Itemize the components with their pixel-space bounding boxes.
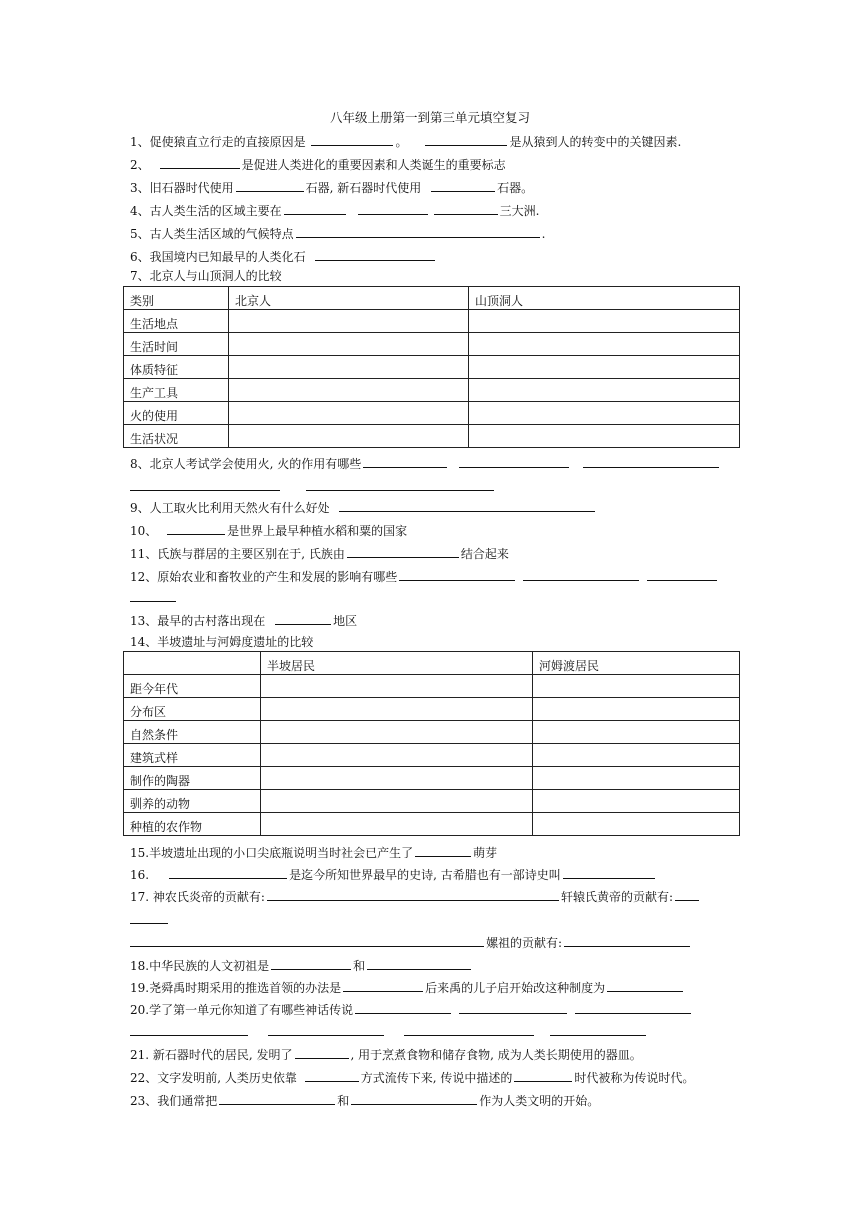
answer-blank[interactable] xyxy=(267,888,559,901)
answer-blank[interactable] xyxy=(130,934,484,947)
answer-blank[interactable] xyxy=(563,866,655,879)
row-label: 驯养的动物 xyxy=(124,790,261,813)
answer-cell[interactable] xyxy=(469,379,740,402)
question-18: 18.中华民族的人文初祖是 和 xyxy=(130,957,473,974)
table-row xyxy=(124,698,740,721)
answer-blank[interactable] xyxy=(343,979,423,992)
question-12: 12、原始农业和畜牧业的产生和发展的影响有哪些 xyxy=(130,568,719,585)
question-1: 1、促使猿直立行走的直接原因是 。 是从猿到人的转变中的关键因素. xyxy=(130,135,682,149)
answer-cell[interactable] xyxy=(469,425,740,448)
table-row xyxy=(124,356,740,379)
table-header-cell: 山顶洞人 xyxy=(469,287,740,310)
answer-blank[interactable] xyxy=(564,934,690,947)
answer-blank[interactable] xyxy=(459,455,569,468)
table-row xyxy=(124,379,740,402)
answer-blank[interactable] xyxy=(675,888,699,901)
answer-blank[interactable] xyxy=(347,545,459,558)
table-row xyxy=(124,767,740,790)
answer-cell[interactable] xyxy=(229,402,469,425)
answer-blank[interactable] xyxy=(130,478,280,491)
row-label: 建筑式样 xyxy=(124,744,261,767)
table-row xyxy=(124,310,740,333)
answer-blank[interactable] xyxy=(219,1092,335,1105)
table-row xyxy=(124,333,740,356)
row-label: 制作的陶器 xyxy=(124,767,261,790)
answer-cell[interactable] xyxy=(533,744,740,767)
answer-blank[interactable] xyxy=(583,455,719,468)
answer-blank[interactable] xyxy=(404,1023,534,1036)
row-label: 火的使用 xyxy=(124,402,229,425)
question-21: 21. 新石器时代的居民, 发明了 , 用于烹煮食物和储存食物, 成为人类长期使用的器皿。 xyxy=(130,1048,642,1062)
table-header-cell: 北京人 xyxy=(229,287,469,310)
answer-blank[interactable] xyxy=(550,1023,646,1036)
answer-cell[interactable] xyxy=(229,379,469,402)
question-8-continued xyxy=(130,478,496,495)
answer-blank[interactable] xyxy=(459,1001,567,1014)
answer-blank[interactable] xyxy=(271,957,351,970)
table-header-cell xyxy=(124,652,261,675)
answer-cell[interactable] xyxy=(469,402,740,425)
answer-blank[interactable] xyxy=(306,478,494,491)
table-row xyxy=(124,402,740,425)
answer-blank[interactable] xyxy=(358,202,428,215)
answer-blank[interactable] xyxy=(434,202,498,215)
answer-cell[interactable] xyxy=(261,744,533,767)
answer-blank[interactable] xyxy=(575,1001,691,1014)
answer-cell[interactable] xyxy=(229,310,469,333)
question-22: 22、文字发明前, 人类历史依靠 方式流传下来, 传说中描述的 时代被称为传说时代。 xyxy=(130,1071,695,1085)
answer-cell[interactable] xyxy=(533,698,740,721)
question-12-continued xyxy=(130,589,178,606)
table-header-cell: 半坡居民 xyxy=(261,652,533,675)
question-19: 19.尧舜禹时期采用的推选首领的办法是 后来禹的儿子启开始改这种制度为 xyxy=(130,979,685,996)
answer-blank[interactable] xyxy=(523,568,639,581)
question-11: 11、氏族与群居的主要区别在于, 氏族由 结合起来 xyxy=(130,547,509,561)
answer-blank[interactable] xyxy=(160,156,240,169)
table-header-cell: 类别 xyxy=(124,287,229,310)
answer-blank[interactable] xyxy=(169,866,287,879)
answer-blank[interactable] xyxy=(275,612,331,625)
answer-blank[interactable] xyxy=(415,844,471,857)
page-title: 八年级上册第一到第三单元填空复习 xyxy=(329,110,530,125)
table-row xyxy=(124,744,740,767)
table-header-row xyxy=(124,652,740,675)
answer-cell[interactable] xyxy=(229,425,469,448)
answer-blank[interactable] xyxy=(514,1069,572,1082)
question-17: 17. 神农氏炎帝的贡献有: 轩辕氏黄帝的贡献有: xyxy=(130,888,701,905)
question-20: 20.学了第一单元你知道了有哪些神话传说 xyxy=(130,1001,693,1018)
table-header-cell: 河姆渡居民 xyxy=(533,652,740,675)
answer-blank[interactable] xyxy=(295,1046,349,1059)
answer-cell[interactable] xyxy=(261,675,533,698)
table-row xyxy=(124,425,740,448)
question-4: 4、古人类生活的区域主要在 三大洲. xyxy=(130,204,540,218)
question-7: 7、北京人与山顶洞人的比较 xyxy=(130,269,282,283)
answer-cell[interactable] xyxy=(261,790,533,813)
question-10: 10、 是世界上最早种植水稻和粟的国家 xyxy=(130,524,408,538)
answer-blank[interactable] xyxy=(284,202,346,215)
question-23: 23、我们通常把 和 作为人类文明的开始。 xyxy=(130,1094,600,1108)
answer-blank[interactable] xyxy=(647,568,717,581)
answer-cell[interactable] xyxy=(229,333,469,356)
row-label: 生产工具 xyxy=(124,379,229,402)
answer-cell[interactable] xyxy=(533,790,740,813)
table-row xyxy=(124,721,740,744)
row-label: 生活状况 xyxy=(124,425,229,448)
answer-cell[interactable] xyxy=(469,333,740,356)
question-6: 6、我国境内已知最早的人类化石 xyxy=(130,248,437,265)
answer-cell[interactable] xyxy=(533,675,740,698)
row-label: 距今年代 xyxy=(124,675,261,698)
table-row xyxy=(124,675,740,698)
answer-blank[interactable] xyxy=(130,1023,248,1036)
row-label: 体质特征 xyxy=(124,356,229,379)
row-label: 生活时间 xyxy=(124,333,229,356)
answer-cell[interactable] xyxy=(469,310,740,333)
comparison-table-banpo-hemudu xyxy=(123,651,740,836)
answer-cell[interactable] xyxy=(533,813,740,836)
answer-cell[interactable] xyxy=(533,721,740,744)
question-17-continued-2: 嫘祖的贡献有: xyxy=(130,934,692,951)
question-9: 9、人工取火比利用天然火有什么好处 xyxy=(130,499,597,516)
answer-blank[interactable] xyxy=(351,1092,477,1105)
answer-blank[interactable] xyxy=(339,499,595,512)
row-label: 自然条件 xyxy=(124,721,261,744)
answer-blank[interactable] xyxy=(425,133,507,146)
row-label: 种植的农作物 xyxy=(124,813,261,836)
answer-blank[interactable] xyxy=(399,568,515,581)
answer-cell[interactable] xyxy=(229,356,469,379)
row-label: 分布区 xyxy=(124,698,261,721)
answer-cell[interactable] xyxy=(261,813,533,836)
answer-cell[interactable] xyxy=(533,767,740,790)
answer-cell[interactable] xyxy=(469,356,740,379)
question-15: 15.半坡遗址出现的小口尖底瓶说明当时社会已产生了 萌芽 xyxy=(130,846,498,860)
answer-blank[interactable] xyxy=(130,589,176,602)
answer-blank[interactable] xyxy=(355,1001,451,1014)
answer-blank[interactable] xyxy=(607,979,683,992)
table-header-row xyxy=(124,287,740,310)
question-20-continued xyxy=(130,1023,648,1040)
table-row xyxy=(124,790,740,813)
question-2: 2、 是促进人类进化的重要因素和人类诞生的重要标志 xyxy=(130,158,506,172)
answer-blank[interactable] xyxy=(167,522,225,535)
question-13: 13、最早的古村落出现在 地区 xyxy=(130,614,358,628)
answer-blank[interactable] xyxy=(363,455,447,468)
answer-blank[interactable] xyxy=(311,133,393,146)
comparison-table-peking-upper-cave xyxy=(123,286,740,448)
question-3: 3、旧石器时代使用 石器, 新石器时代使用 石器。 xyxy=(130,181,534,195)
question-8: 8、北京人考试学会使用火, 火的作用有哪些 xyxy=(130,455,721,472)
question-17-continued xyxy=(130,911,170,928)
answer-blank[interactable] xyxy=(315,248,435,261)
answer-blank[interactable] xyxy=(236,179,304,192)
row-label: 生活地点 xyxy=(124,310,229,333)
question-5: 5、古人类生活区域的气候特点 . xyxy=(130,227,546,241)
answer-blank[interactable] xyxy=(305,1069,359,1082)
question-14: 14、半坡遗址与河姆度遗址的比较 xyxy=(130,635,314,649)
answer-blank[interactable] xyxy=(268,1023,384,1036)
question-16: 16. 是迄今所知世界最早的史诗, 古希腊也有一部诗史叫 xyxy=(130,866,657,883)
answer-blank[interactable] xyxy=(130,911,168,924)
answer-cell[interactable] xyxy=(261,721,533,744)
answer-blank[interactable] xyxy=(367,957,471,970)
table-row xyxy=(124,813,740,836)
answer-cell[interactable] xyxy=(261,698,533,721)
answer-blank[interactable] xyxy=(296,225,540,238)
answer-cell[interactable] xyxy=(261,767,533,790)
answer-blank[interactable] xyxy=(431,179,495,192)
